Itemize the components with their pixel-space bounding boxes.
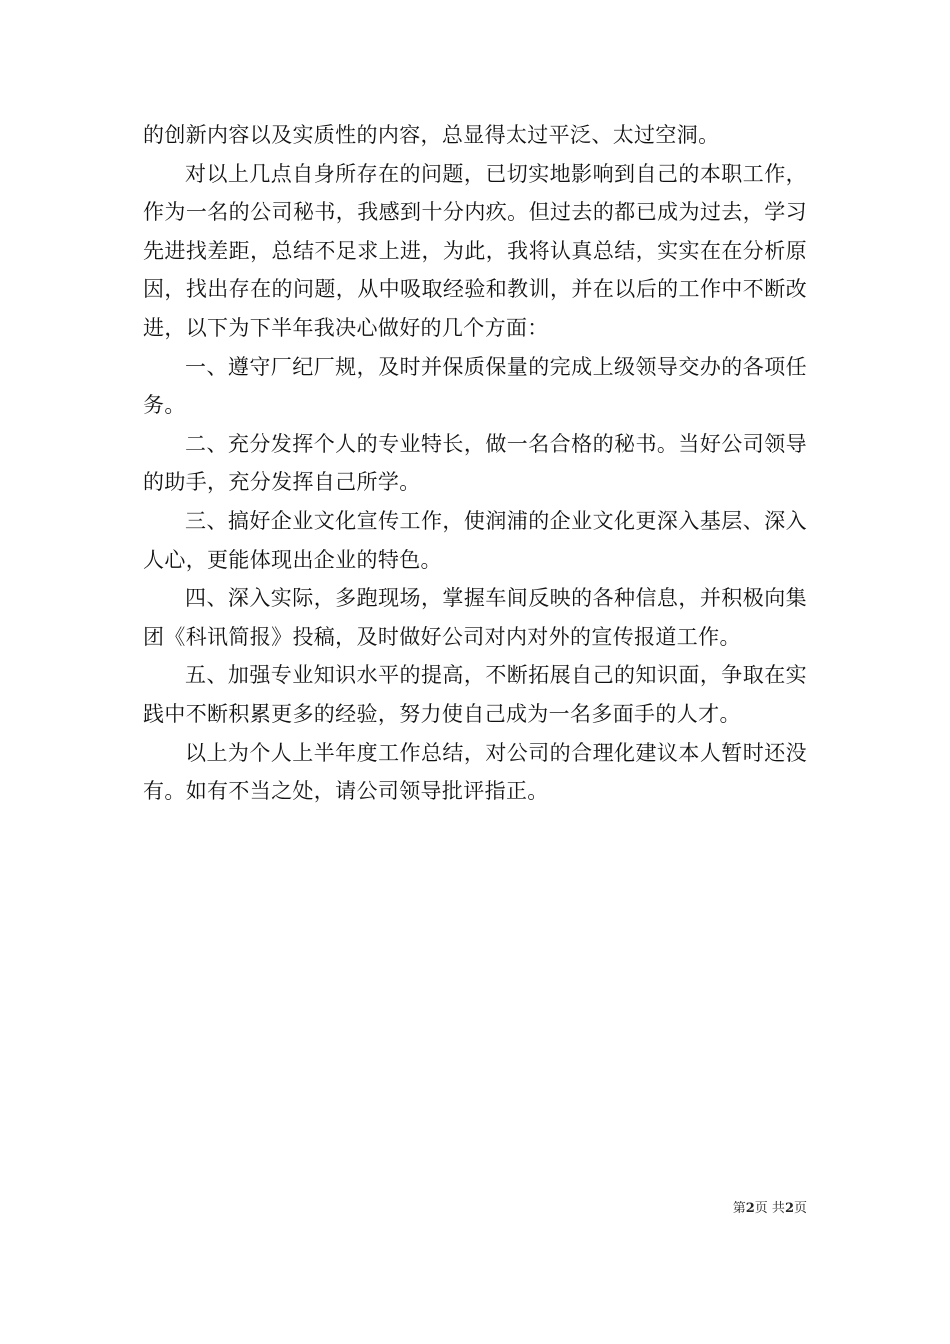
footer-prefix: 第	[732, 1201, 746, 1216]
current-page-number: 2	[745, 1201, 755, 1216]
paragraph: 三、搞好企业文化宣传工作，使润浦的企业文化更深入基层、深入人心，更能体现出企业的特色。	[143, 508, 807, 572]
paragraph: 对以上几点自身所存在的问题，已切实地影响到自己的本职工作，作为一名的公司秘书，我感到十分内疚。但过去的都已成为过去，学习先进找差距，总结不足求上进，为此，我将认真总结，实实在在分析原因，找出存在的问题，从中吸取经验和教训，并在以后的工作中不断改进，以下为下半年我决心做好的几个方面：	[143, 161, 807, 340]
paragraph: 一、遵守厂纪厂规，及时并保质保量的完成上级领导交办的各项任务。	[143, 354, 807, 418]
document-body	[143, 116, 807, 811]
paragraph: 二、充分发挥个人的专业特长，做一名合格的秘书。当好公司领导的助手，充分发挥自己所学。	[143, 431, 807, 495]
footer-middle: 页 共	[754, 1201, 785, 1216]
page-footer	[733, 1200, 807, 1218]
paragraph: 四、深入实际，多跑现场，掌握车间反映的各种信息，并积极向集团《科讯简报》投稿，及时做好公司对内对外的宣传报道工作。	[143, 586, 807, 649]
paragraph: 的创新内容以及实质性的内容，总显得太过平泛、太过空洞。	[143, 123, 720, 147]
total-page-number: 2	[784, 1201, 794, 1216]
footer-suffix: 页	[793, 1201, 807, 1216]
paragraph: 五、加强专业知识水平的提高，不断拓展自己的知识面，争取在实践中不断积累更多的经验，努力使自己成为一名多面手的人才。	[143, 663, 807, 726]
paragraph: 以上为个人上半年度工作总结，对公司的合理化建议本人暂时还没有。如有不当之处，请公司领导批评指正。	[143, 740, 807, 804]
